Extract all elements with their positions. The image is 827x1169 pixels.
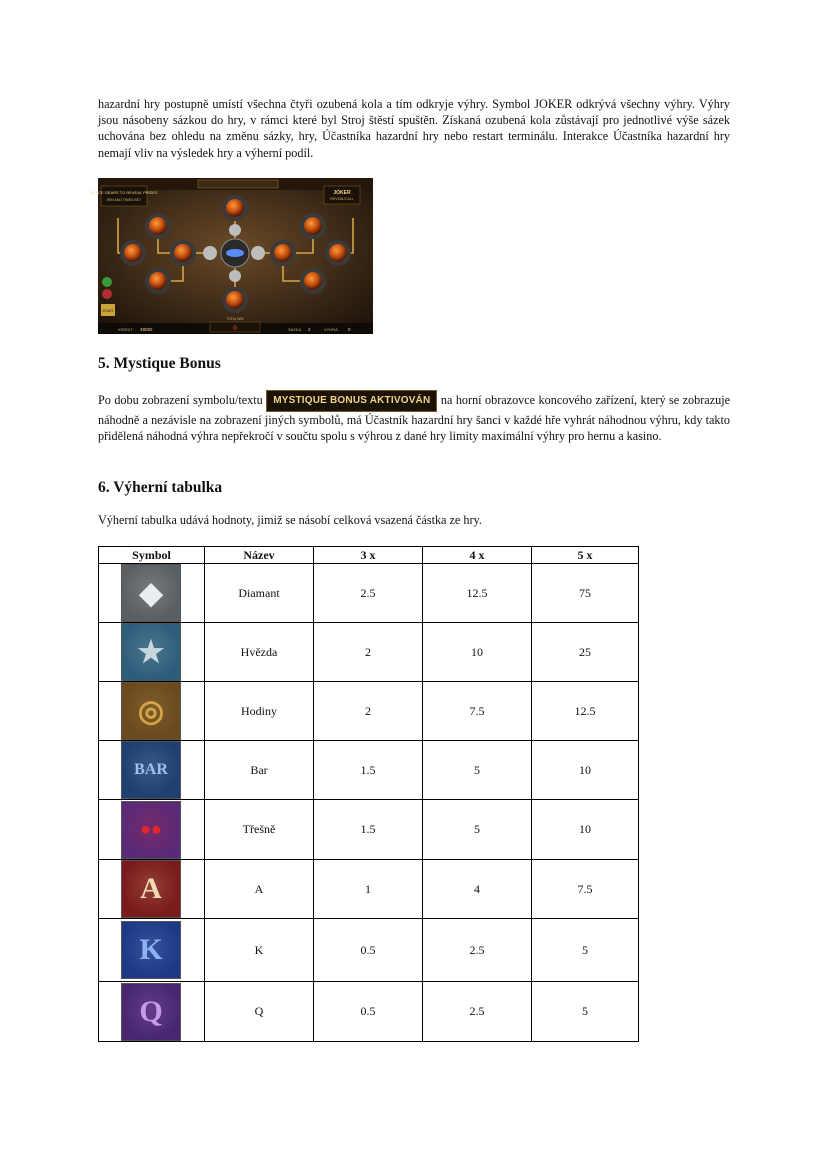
win-label: VÝHRA <box>324 327 338 332</box>
cell-x5: 10 <box>532 800 639 860</box>
symbol-cell <box>99 982 205 1042</box>
cell-name: Q <box>205 982 314 1042</box>
table-row <box>99 682 639 741</box>
win-value: 0 <box>348 327 351 332</box>
cell-x3: 0.5 <box>314 919 423 982</box>
cell-x5: 5 <box>532 919 639 982</box>
credit-value: 48082 <box>140 327 153 332</box>
table-row <box>99 800 639 860</box>
paytable-header-row <box>99 547 639 564</box>
symbol-cell <box>99 919 205 982</box>
cell-name: A <box>205 860 314 919</box>
cell-x3: 2 <box>314 682 423 741</box>
symbol-cell <box>99 741 205 800</box>
paytable <box>98 546 639 1042</box>
symbol-6-icon: K <box>121 921 181 979</box>
table-row <box>99 741 639 800</box>
symbol-cell <box>99 682 205 741</box>
symbol-cell <box>99 623 205 682</box>
total-value: 0 <box>233 326 237 332</box>
cell-name: Bar <box>205 741 314 800</box>
cell-x4: 10 <box>423 623 532 682</box>
symbol-cell <box>99 800 205 860</box>
section5-text-before: Po dobu zobrazení symbolu/textu <box>98 392 263 407</box>
symbol-4-icon: ●● <box>121 801 181 859</box>
cell-x3: 2.5 <box>314 564 423 623</box>
cell-x5: 5 <box>532 982 639 1042</box>
total-label: TOTAL WIN <box>226 317 244 321</box>
section6-paragraph: Výherní tabulka udává hodnoty, jimiž se násobí celková vsazená částka ze hry. <box>98 513 482 527</box>
symbol-1-icon: ★ <box>121 623 181 681</box>
intro-block <box>98 96 730 161</box>
start-button: START <box>102 309 114 313</box>
section5-text-after: na horní obrazovce koncového zařízení, který se zobrazuje náhodně a nezávisle na zobrazení jiných symbolů, má Účastník hazardní hry šanci v každé hře vyhrát náhodnou výhru, kdy takto přidělená náhodná výhra nepřekročí v součtu spolu s výhrou z dané hry limity maximální výhry pro hernu a kasino. <box>98 392 731 444</box>
cell-name: Hvězda <box>205 623 314 682</box>
cell-x5: 12.5 <box>532 682 639 741</box>
symbol-3-icon: BAR <box>121 741 181 799</box>
left-sublabel: WIN AND TIMES BET <box>106 198 142 202</box>
bet-value: 2 <box>308 327 311 332</box>
symbol-cell <box>99 860 205 919</box>
cell-x4: 4 <box>423 860 532 919</box>
symbol-5-icon: A <box>121 860 181 918</box>
header-5x: 5 x <box>532 547 639 564</box>
intro-paragraph: hazardní hry postupně umístí všechna čtyři ozubená kola a tím odkryje výhry. Symbol JOKER odkrývá všechny výhry. Výhry jsou násobeny sázkou do hry, v rámci které byl Stroj štěstí spuštěn. Získaná ozubená kola zůstávají pro jednotlivé výše sázek uchována bez ohledu na změnu sázky, hry, Účastníka hazardní hry nebo restart terminálu. Interakce Účastníka hazardní hry nemají vliv na výsledek hry a výherní podíl. <box>98 97 730 160</box>
header-name: Název <box>205 547 314 564</box>
cell-x4: 7.5 <box>423 682 532 741</box>
symbol-0-icon: ◆ <box>121 564 181 622</box>
cell-x5: 75 <box>532 564 639 623</box>
cell-name: Třešně <box>205 800 314 860</box>
cell-x5: 7.5 <box>532 860 639 919</box>
mystique-banner: MYSTIQUE BONUS AKTIVOVÁN <box>266 390 437 412</box>
cell-x4: 5 <box>423 741 532 800</box>
section5-heading: 5. Mystique Bonus <box>98 355 221 372</box>
game-screenshot <box>90 178 373 334</box>
cell-x3: 1 <box>314 860 423 919</box>
credit-label: KREDIT <box>118 327 133 332</box>
table-row <box>99 623 639 682</box>
cell-x4: 2.5 <box>423 919 532 982</box>
cell-x5: 10 <box>532 741 639 800</box>
table-row <box>99 564 639 623</box>
joker-sublabel: REVEALS ALL <box>330 197 354 201</box>
section6-heading: 6. Výherní tabulka <box>98 479 223 496</box>
bet-label: SÁZKA <box>288 327 302 332</box>
section5-paragraph <box>98 390 730 445</box>
symbol-7-icon: Q <box>121 983 181 1041</box>
cell-x4: 2.5 <box>423 982 532 1042</box>
header-4x: 4 x <box>423 547 532 564</box>
symbol-cell <box>99 564 205 623</box>
table-row <box>99 860 639 919</box>
header-symbol: Symbol <box>99 547 205 564</box>
cell-x3: 1.5 <box>314 741 423 800</box>
symbol-2-icon: ◎ <box>121 682 181 740</box>
header-3x: 3 x <box>314 547 423 564</box>
cell-x4: 12.5 <box>423 564 532 623</box>
left-label: PLACE GEARS TO REVEAL PRIZES <box>90 190 158 195</box>
cell-x4: 5 <box>423 800 532 860</box>
cell-x5: 25 <box>532 623 639 682</box>
joker-label: JOKER <box>333 190 351 196</box>
cell-name: K <box>205 919 314 982</box>
cell-x3: 0.5 <box>314 982 423 1042</box>
table-row <box>99 919 639 982</box>
table-row <box>99 982 639 1042</box>
cell-x3: 2 <box>314 623 423 682</box>
cell-name: Hodiny <box>205 682 314 741</box>
cell-name: Diamant <box>205 564 314 623</box>
cell-x3: 1.5 <box>314 800 423 860</box>
